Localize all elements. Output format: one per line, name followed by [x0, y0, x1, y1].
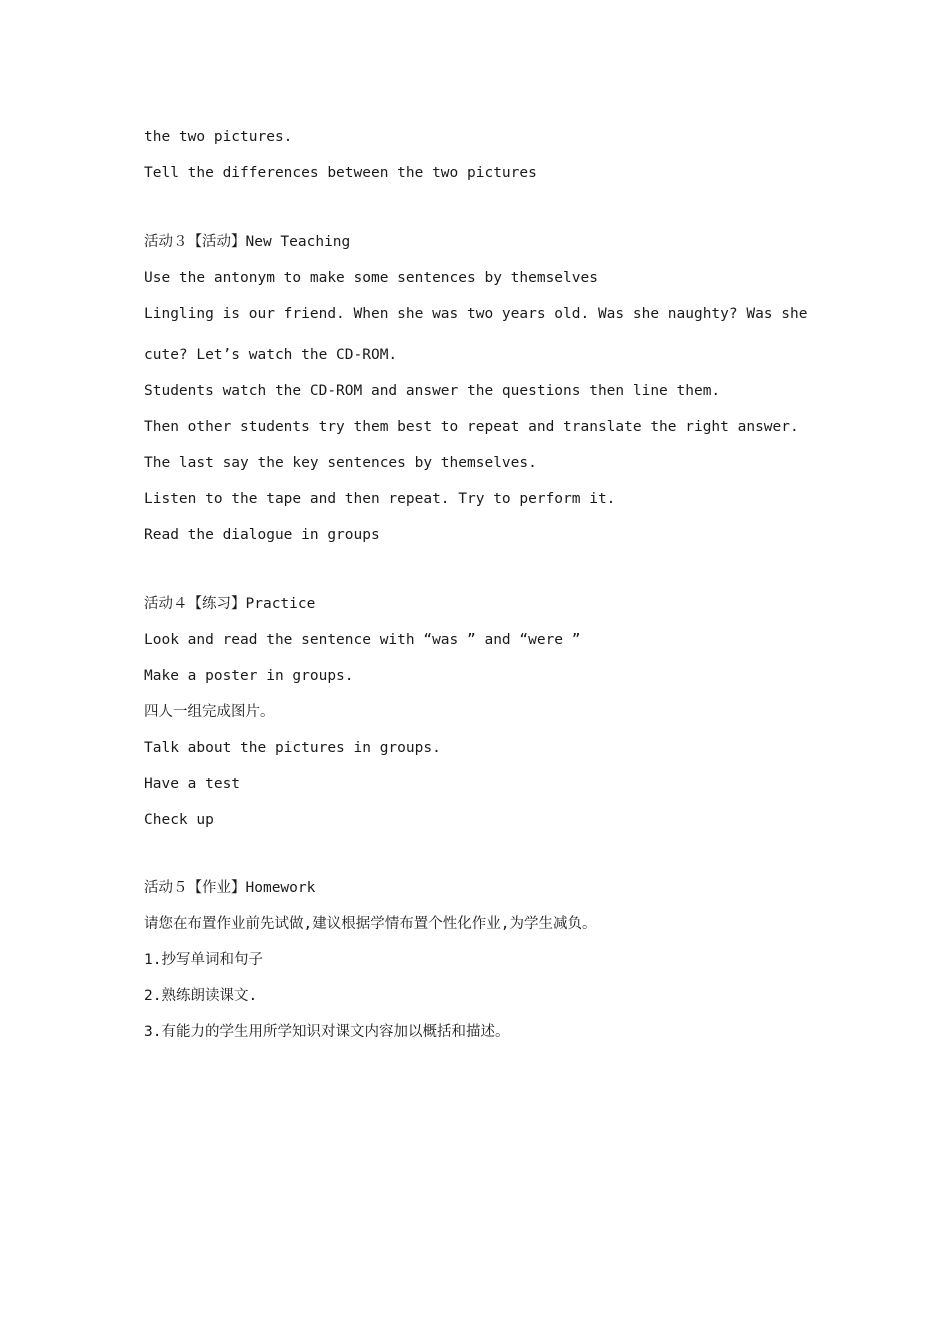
activity-3-line: Listen to the tape and then repeat. Try to perform it.	[144, 491, 616, 507]
activity-4-line: Look and read the sentence with “was ” and “were ”	[144, 632, 581, 648]
intro-line: the two pictures.	[144, 129, 293, 145]
activity-4-line: Have a test	[144, 776, 241, 792]
activity-4-line: 四人一组完成图片。	[144, 704, 275, 720]
intro-line: Tell the differences between the two pictures	[144, 165, 537, 181]
activity-4-line: Talk about the pictures in groups.	[144, 740, 441, 756]
activity-4-heading: 活动４【练习】Practice	[144, 596, 316, 612]
activity-3-heading: 活动３【活动】New Teaching	[144, 234, 351, 250]
activity-3-line: Use the antonym to make some sentences by themselves	[144, 270, 598, 286]
activity-3-line: Lingling is our friend. When she was two years old. Was she naughty? Was she	[144, 306, 808, 322]
activity-3-line: Then other students try them best to repeat and translate the right answer.	[144, 419, 799, 435]
activity-3-line: The last say the key sentences by themselves.	[144, 455, 537, 471]
activity-5-line: 1.抄写单词和句子	[144, 952, 263, 968]
activity-4-line: Make a poster in groups.	[144, 668, 354, 684]
activity-5-heading: 活动５【作业】Homework	[144, 880, 316, 896]
activity-3-line: Students watch the CD-ROM and answer the questions then line them.	[144, 383, 721, 399]
activity-5-line: 3.有能力的学生用所学知识对课文内容加以概括和描述。	[144, 1024, 510, 1040]
activity-3-line: Read the dialogue in groups	[144, 527, 380, 543]
activity-4-line: Check up	[144, 812, 214, 828]
activity-5-line: 2.熟练朗读课文.	[144, 988, 258, 1004]
activity-5-line: 请您在布置作业前先试做,建议根据学情布置个性化作业,为学生减负。	[144, 916, 597, 932]
activity-3-line: cute? Let’s watch the CD-ROM.	[144, 347, 398, 363]
